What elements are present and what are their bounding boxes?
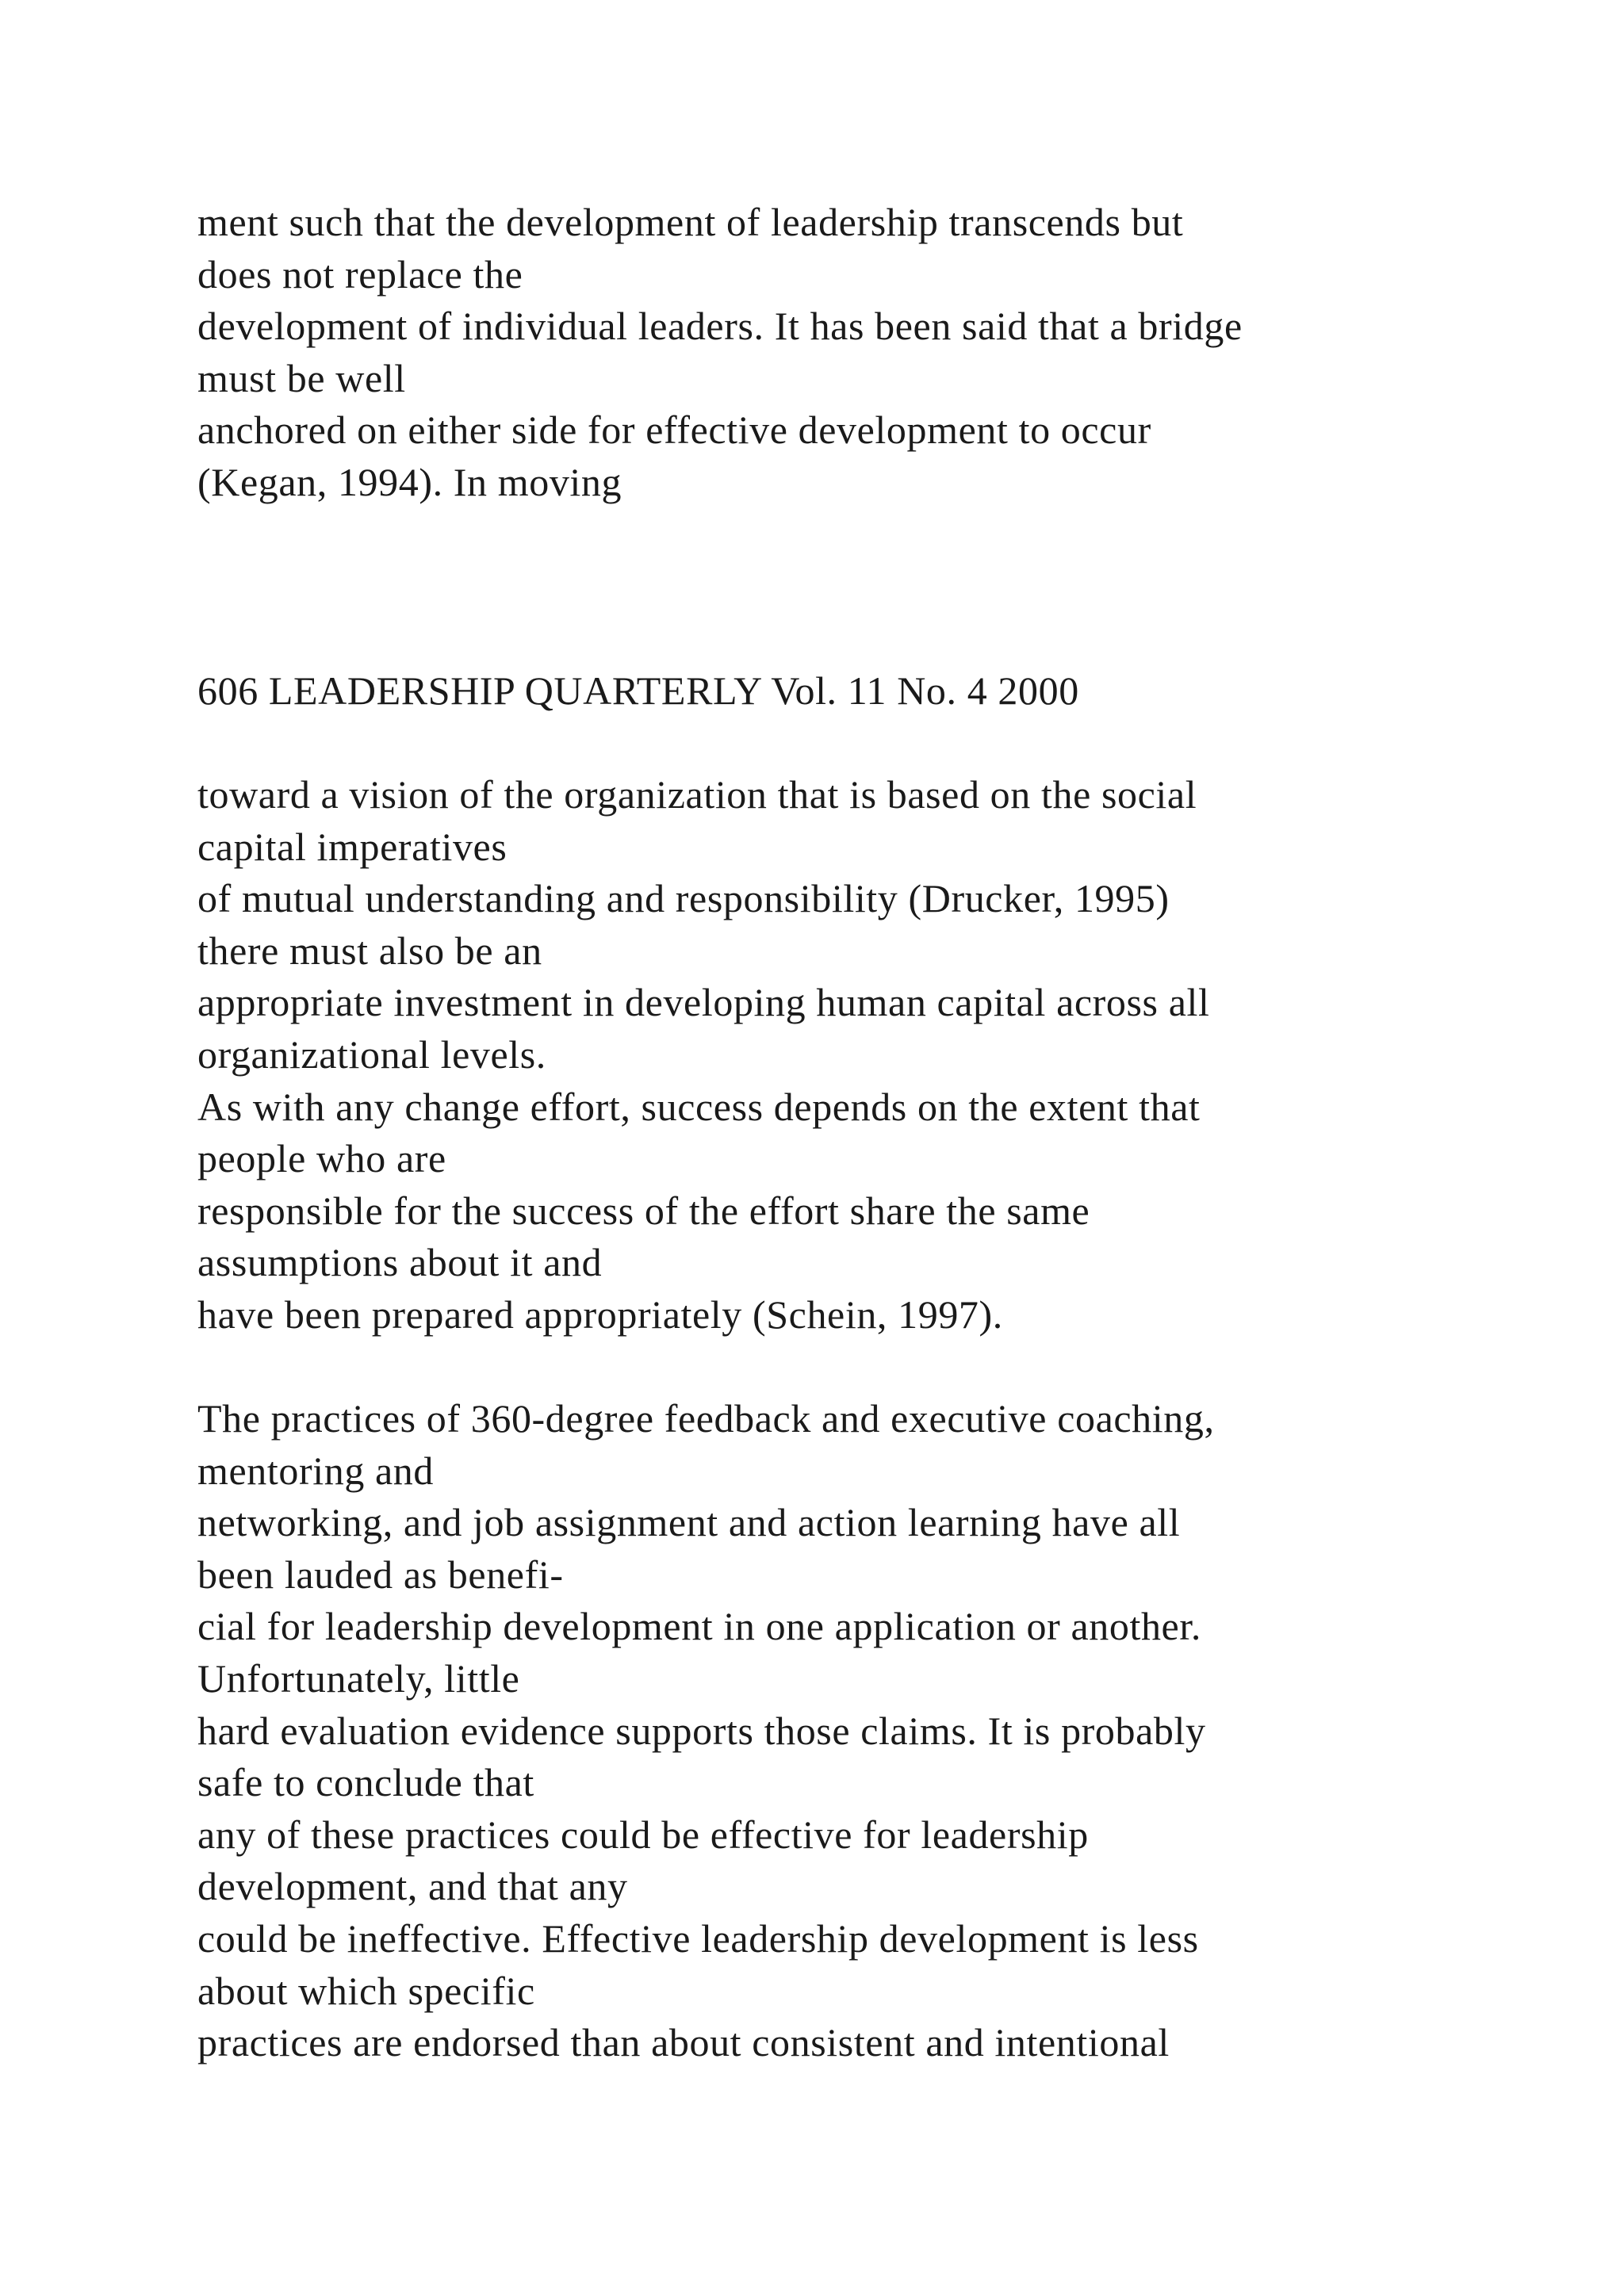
text-line: development, and that any <box>197 1864 628 1909</box>
text-line: responsible for the success of the effort share the same <box>197 1188 1090 1233</box>
text-line: been lauded as benefi- <box>197 1552 564 1597</box>
text-line: toward a vision of the organization that is based on the social <box>197 772 1197 817</box>
text-line: development of individual leaders. It has been said that a bridge <box>197 304 1243 349</box>
text-line: assumptions about it and <box>197 1240 603 1285</box>
text-line: safe to conclude that <box>197 1760 534 1805</box>
text-line: must be well <box>197 355 406 400</box>
text-line: people who are <box>197 1136 446 1181</box>
text-line: practices are endorsed than about consistent and intentional <box>197 2020 1170 2065</box>
text-line: could be ineffective. Effective leadership development is less <box>197 1915 1199 1961</box>
text-line: cial for leadership development in one application or another. <box>197 1604 1201 1649</box>
text-line: ment such that the development of leadership transcends but <box>197 200 1184 244</box>
text-line: there must also be an <box>197 928 542 973</box>
text-line: mentoring and <box>197 1448 435 1493</box>
text-line: does not replace the <box>197 251 523 297</box>
text-line: about which specific <box>197 1968 535 2013</box>
text-line: any of these practices could be effective for leadership <box>197 1812 1089 1857</box>
text-line: anchored on either side for effective development to occur <box>197 408 1151 453</box>
text-line: (Kegan, 1994). In moving <box>197 459 622 504</box>
text-line: Unfortunately, little <box>197 1655 520 1701</box>
text-line: organizational levels. <box>197 1031 546 1077</box>
paragraph-practices <box>197 1393 1593 2069</box>
paragraph-kegan-bridge <box>197 197 1593 509</box>
text-line: The practices of 360-degree feedback and executive coaching, <box>197 1396 1215 1441</box>
text-line: networking, and job assignment and action learning have all <box>197 1500 1181 1545</box>
text-line: capital imperatives <box>197 824 508 869</box>
running-header <box>197 665 1593 718</box>
paragraph-social-capital <box>197 769 1593 1341</box>
text-line: hard evaluation evidence supports those claims. It is probably <box>197 1708 1206 1753</box>
text-line: have been prepared appropriately (Schein, 1997). <box>197 1292 1003 1337</box>
text-line: As with any change effort, success depends on the extent that <box>197 1084 1201 1129</box>
text-line: of mutual understanding and responsibility (Drucker, 1995) <box>197 876 1170 921</box>
text-line: appropriate investment in developing human capital across all <box>197 980 1210 1025</box>
running-header-text: 606 LEADERSHIP QUARTERLY Vol. 11 No. 4 2000 <box>197 668 1079 713</box>
